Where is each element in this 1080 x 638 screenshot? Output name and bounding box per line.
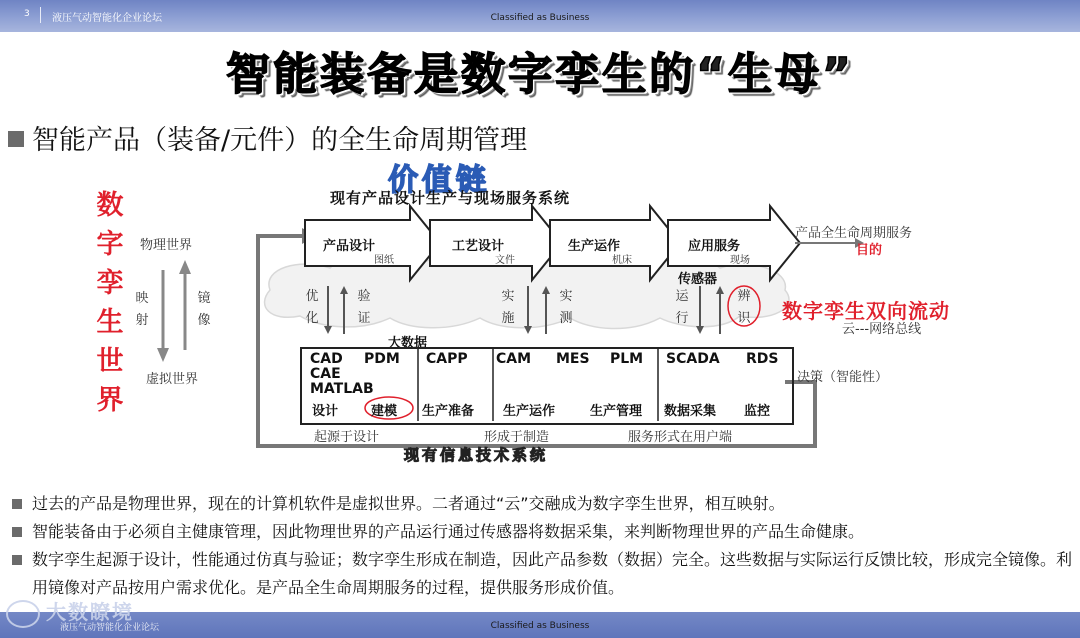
mirror-arrowhead [179,260,191,274]
func-monitor: 监控 [744,404,771,419]
stage-2-sub: 文件 [495,255,515,266]
tool-cad: CAD [310,351,343,367]
footer-bar [0,612,1080,638]
bullet-text: 过去的产品是物理世界，现在的计算机软件是虚拟世界。二者通过“云”交融成为数字孪生世界，相互映射。 [32,494,785,513]
value-chain-label: 价值链 [388,163,490,198]
func-ops: 生产运作 [503,404,556,419]
identify-label: 辨识 [737,289,751,326]
tool-capp: CAPP [426,351,468,367]
watermark [6,596,134,628]
bullet-text: 智能装备由于必须自主健康管理，因此物理世界的产品运行通过传感器将数据采集，来判断物理世界的产品生命健康。 [32,522,865,541]
map-label: 映射 [135,291,149,328]
twin-world-vertical-label: 数字孪生世界 [96,190,124,416]
verify-label: 验证 [357,289,371,326]
footer-forum-name: 液压气动智能化企业论坛 [60,623,160,633]
bullet-square-icon [12,527,22,537]
func-modeling: 建模 [371,404,398,419]
tool-plm: PLM [610,351,644,367]
origin-user-label: 服务形式在用户端 [628,430,733,445]
tool-pdm: PDM [364,351,400,367]
tool-scada: SCADA [666,351,720,367]
stage-2-label: 工艺设计 [452,239,505,254]
stage-4-label: 应用服务 [688,239,741,254]
bullet-list [10,490,1078,602]
tool-cae: CAE [310,366,341,382]
bullet-square-icon [12,499,22,509]
mirror-label: 镜像 [197,291,211,328]
bidirectional-flow-label: 数字孪生双向流动 [782,299,950,323]
tool-rds: RDS [746,351,779,367]
forum-name: 液压气动智能化企业论坛 [52,13,162,24]
header-bar [0,0,1080,32]
watermark-text: 大数瞭境 [46,600,134,624]
func-prep: 生产准备 [422,404,475,419]
optimize-arrowhead-down [324,326,332,334]
origin-manufacture-label: 形成于制造 [484,430,550,445]
origin-design-label: 起源于设计 [314,430,380,445]
existing-system-label: 现有产品设计生产与现场服务系统 [330,189,571,207]
tool-mes: MES [556,351,590,367]
bullet-item [10,490,1078,518]
watermark-logo-icon [6,600,40,628]
physical-world-label: 物理世界 [140,238,193,253]
slide-title: 智能装备是数字孪生的“生母” [226,49,854,100]
bullet-item [10,518,1078,546]
subtitle-text: 智能产品（装备/元件）的全生命周期管理 [32,125,528,156]
map-arrowhead [157,348,169,362]
measure-label: 实测 [559,289,573,326]
purpose-label: 目的 [856,243,883,258]
info-system-label: 现有信息技术系统 [404,446,549,464]
bullet-item [10,546,1078,602]
tool-cam: CAM [496,351,532,367]
run-arrowhead-down [696,326,704,334]
implement-label: 实施 [501,289,515,326]
page-number: 3 [24,9,30,19]
stage-1-label: 产品设计 [323,239,376,254]
lifecycle-service-label: 产品全生命周期服务 [795,226,913,241]
bullet-text: 数字孪生起源于设计，性能通过仿真与验证；数字孪生形成在制造，因此产品参数（数据）完全。这些数据与实际运行反馈比较，形成完全镜像。利用镜像对产品按用户需求优化。是产品全生命周期服务的过程，提供服务形成价值。 [32,550,1073,597]
implement-arrowhead-down [524,326,532,334]
stage-1-sub: 图纸 [374,255,394,266]
run-label: 运行 [675,289,689,326]
big-data-label: 大数据 [388,336,428,351]
stage-3-sub: 机床 [612,255,632,266]
classification-label: Classified as Business [490,13,590,23]
lifecycle-diagram [0,150,1080,470]
func-design: 设计 [312,404,339,419]
sensor-label: 传感器 [678,272,718,287]
tool-matlab: MATLAB [310,381,374,397]
func-mgmt: 生产管理 [590,404,643,419]
stage-4-sub: 现场 [730,255,750,266]
func-collect: 数据采集 [664,404,717,419]
bullet-square-icon [12,555,22,565]
bullet-square-icon [8,131,24,147]
optimize-label: 优化 [305,289,319,326]
decision-label: 决策（智能性） [797,370,889,385]
virtual-world-label: 虚拟世界 [146,372,199,387]
cloud-bus-label: 云---网络总线 [842,322,922,337]
stage-3-label: 生产运作 [568,239,621,254]
footer-classification-label: Classified as Business [490,621,590,631]
